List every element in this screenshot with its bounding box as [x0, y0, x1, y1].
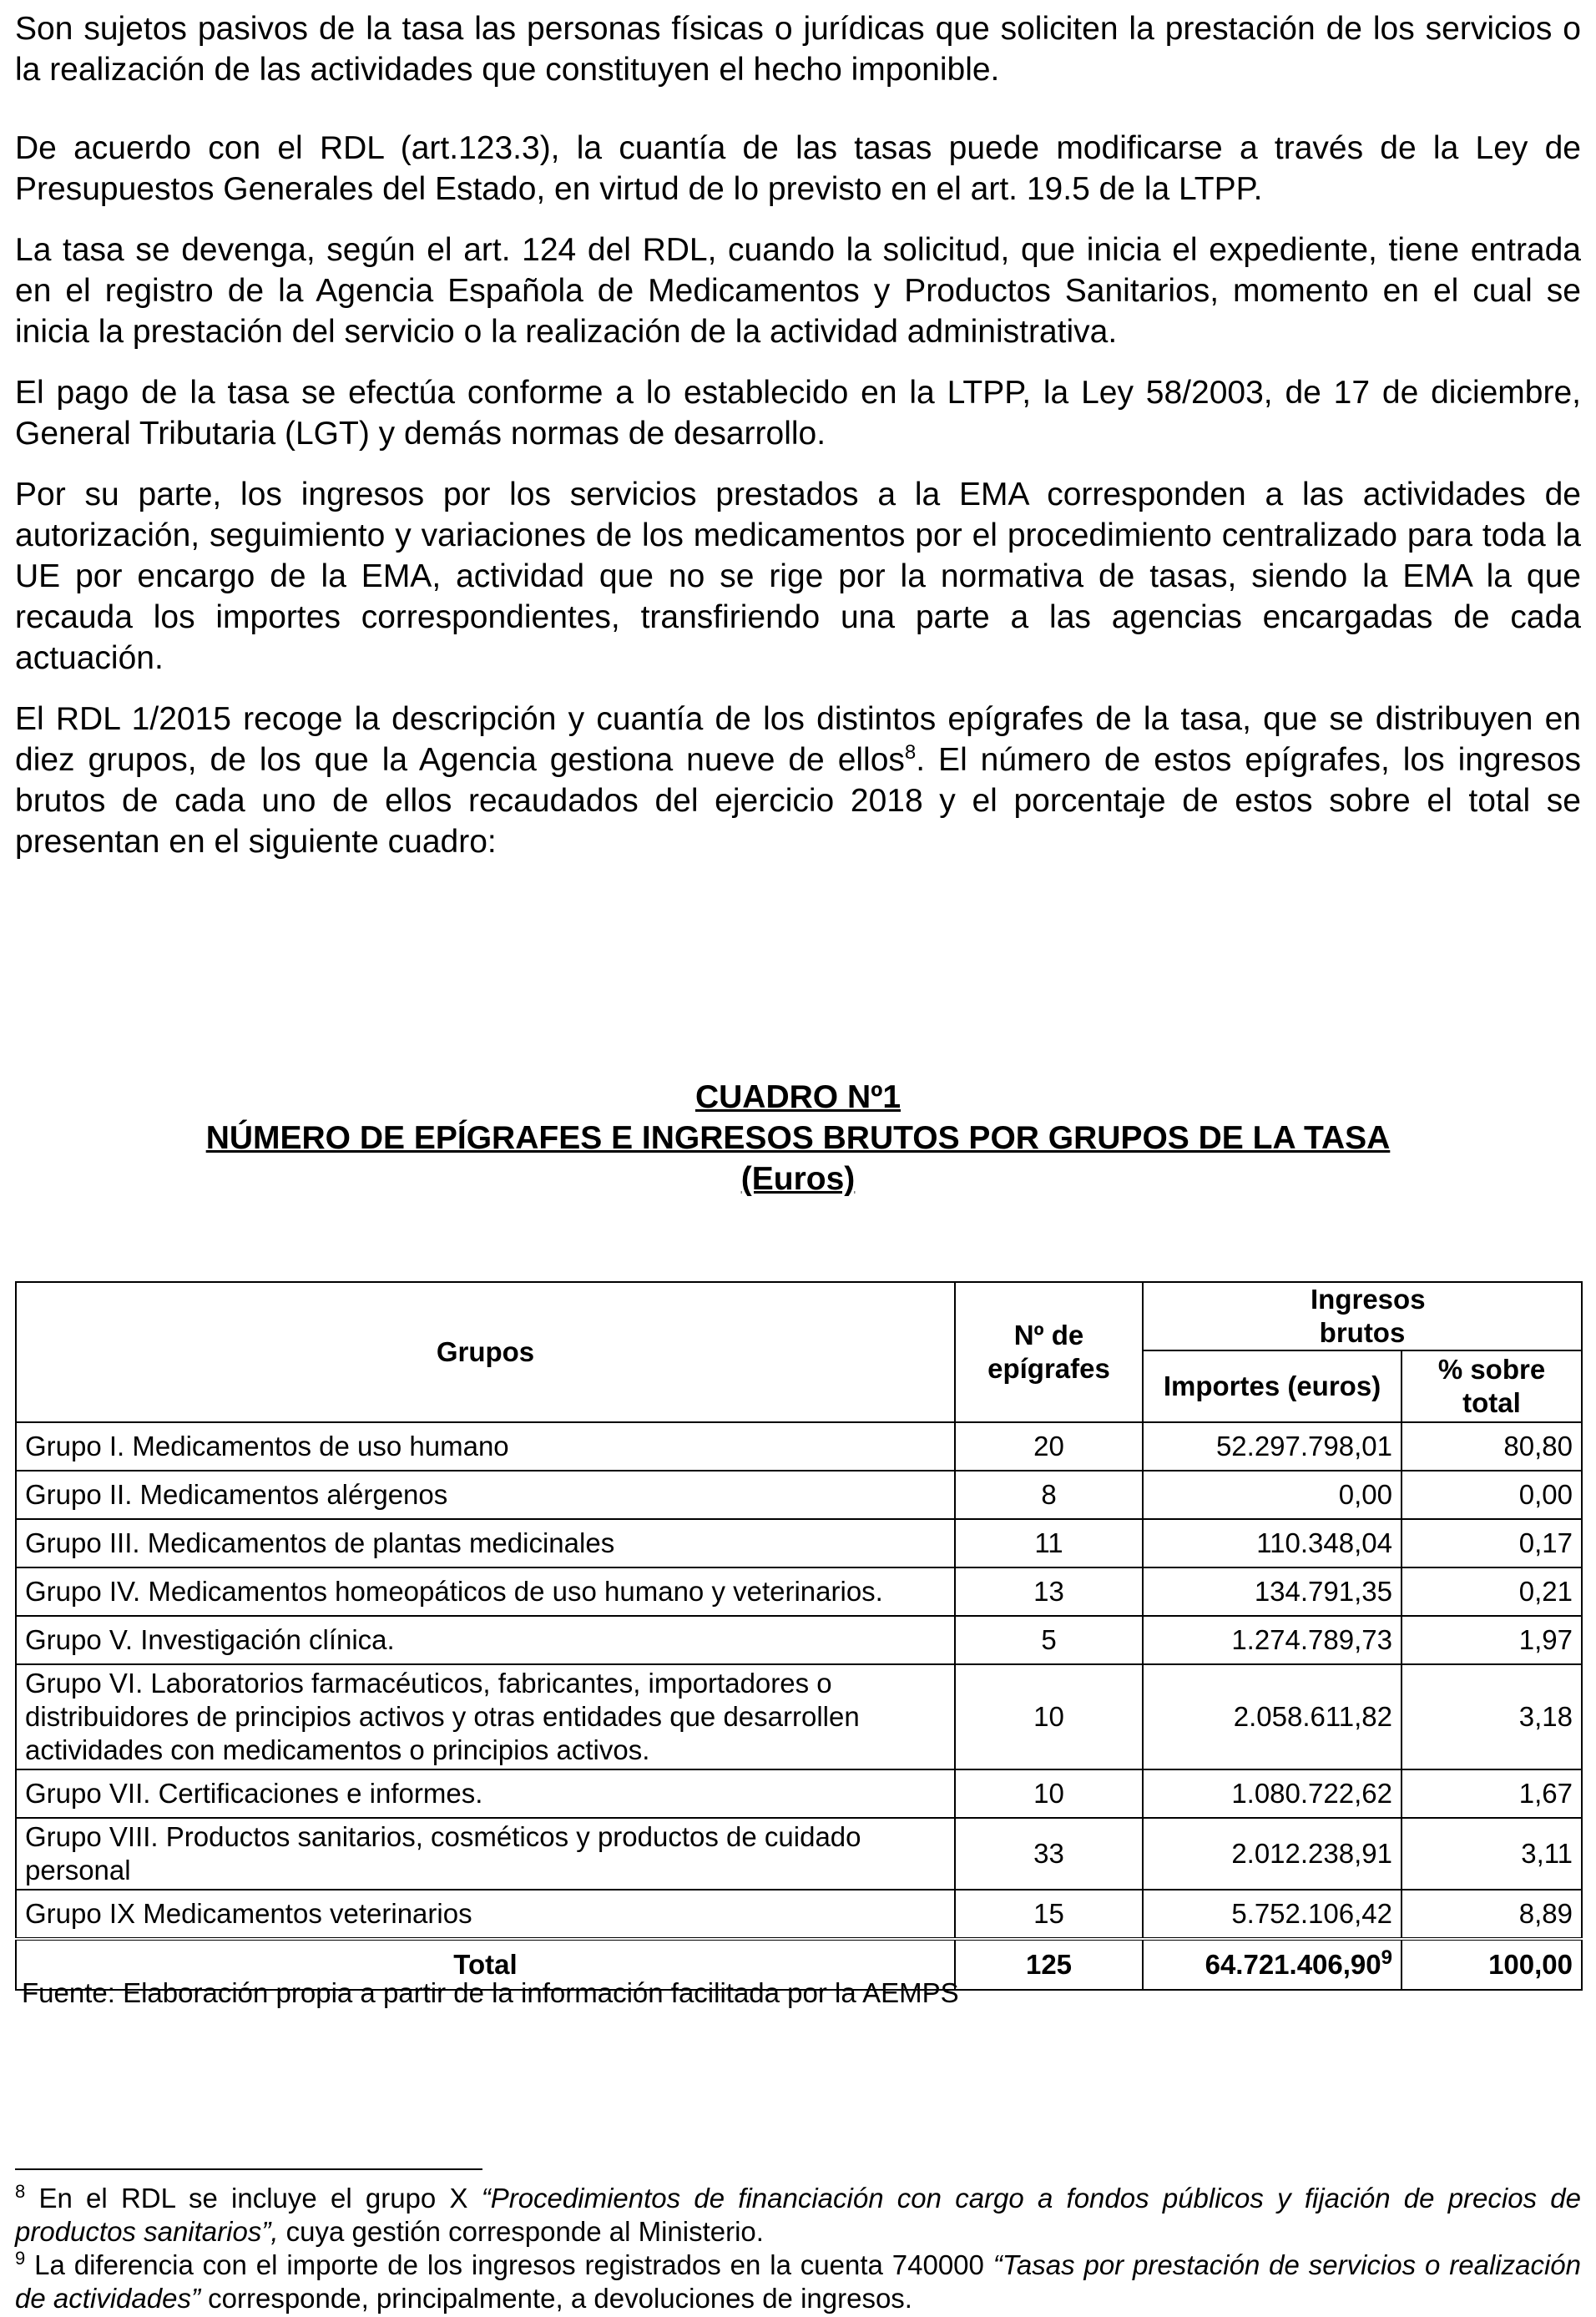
footnotes	[15, 2182, 1581, 2315]
paragraph-rdl-part1: El RDL 1/2015 recoge la descripción y cuantía de los distintos epígrafes de la tasa, que se distribuyen en diez grupos, de los que la Agencia gestiona nueve de ellos	[15, 701, 1581, 778]
footnote-9	[15, 2249, 1581, 2315]
cell-grupo: Grupo I. Medicamentos de uso humano	[16, 1422, 955, 1471]
cell-importe: 52.297.798,01	[1143, 1422, 1402, 1471]
total-label: Total	[16, 1939, 955, 1990]
table-row	[16, 1567, 1582, 1616]
ingresos-table	[15, 1281, 1583, 1991]
paragraph-cuantia: De acuerdo con el RDL (art.123.3), la cuantía de las tasas puede modificarse a través de la Ley de Presupuestos Generales del Estado, en virtud de lo previsto en el art. 19.5 de la LTPP.	[15, 130, 1581, 207]
total-epigrafes: 125	[955, 1939, 1143, 1990]
cell-epigrafes: 8	[955, 1471, 1143, 1519]
table-row	[16, 1890, 1582, 1939]
cell-importe: 1.080.722,62	[1143, 1769, 1402, 1818]
table-source: Fuente: Elaboración propia a partir de la información facilitada por la AEMPS	[22, 1977, 959, 2008]
cell-epigrafes: 10	[955, 1769, 1143, 1818]
cell-porcentaje: 1,67	[1402, 1769, 1582, 1818]
table-row	[16, 1616, 1582, 1664]
total-importe: 64.721.406,90	[1205, 1949, 1381, 1980]
cell-epigrafes: 11	[955, 1519, 1143, 1567]
paragraph-devengo: La tasa se devenga, según el art. 124 del RDL, cuando la solicitud, que inicia el expediente, tiene entrada en el registro de la Agencia Española de Medicamentos y Productos Sanitarios, momento en el cual se inicia la prestación del servicio o la realización de la actividad administrativa.	[15, 232, 1581, 350]
footnote-9-text-b: corresponde, principalmente, a devoluciones de ingresos.	[200, 2283, 912, 2314]
header-porcentaje: % sobre total	[1402, 1350, 1582, 1422]
footnote-ref-8[interactable]: 8	[904, 741, 917, 764]
paragraph-ema: Por su parte, los ingresos por los servicios prestados a la EMA corresponden a las actividades de autorización, seguimiento y variaciones de los medicamentos por el procedimiento centralizado para toda la UE por encargo de la EMA, actividad que no se rige por la normativa de tasas, siendo la EMA la que recauda los importes correspondientes, transfiriendo una parte a las agencias encargadas de cada actuación.	[15, 477, 1581, 676]
header-grupos: Grupos	[16, 1282, 955, 1422]
cell-grupo: Grupo VII. Certificaciones e informes.	[16, 1769, 955, 1818]
footnote-8-text-b: cuya gestión corresponde al Ministerio.	[278, 2216, 764, 2247]
footnote-ref-9[interactable]: 9	[1381, 1946, 1392, 1969]
table-row	[16, 1519, 1582, 1567]
cell-grupo: Grupo V. Investigación clínica.	[16, 1616, 955, 1664]
footnote-9-text-a: La diferencia con el importe de los ingresos registrados en la cuenta 740000	[25, 2249, 993, 2280]
footnote-divider	[15, 2168, 482, 2170]
table-row	[16, 1769, 1582, 1818]
cell-importe: 1.274.789,73	[1143, 1616, 1402, 1664]
cell-importe: 0,00	[1143, 1471, 1402, 1519]
table-row	[16, 1664, 1582, 1769]
cell-importe: 2.012.238,91	[1143, 1818, 1402, 1890]
total-porcentaje: 100,00	[1402, 1939, 1582, 1990]
total-importe-cell	[1143, 1939, 1402, 1990]
cell-porcentaje: 0,17	[1402, 1519, 1582, 1567]
header-importes: Importes (euros)	[1143, 1350, 1402, 1422]
header-epigrafes: Nº de epígrafes	[955, 1282, 1143, 1422]
paragraph-rdl	[15, 699, 1581, 862]
cell-grupo: Grupo III. Medicamentos de plantas medicinales	[16, 1519, 955, 1567]
cell-epigrafes: 10	[955, 1664, 1143, 1769]
cell-epigrafes: 13	[955, 1567, 1143, 1616]
cell-importe: 2.058.611,82	[1143, 1664, 1402, 1769]
footnote-9-number: 9	[15, 2248, 26, 2269]
cell-porcentaje: 0,21	[1402, 1567, 1582, 1616]
header-ingresos-brutos: Ingresos brutos	[1143, 1282, 1582, 1350]
cell-porcentaje: 3,11	[1402, 1818, 1582, 1890]
cell-porcentaje: 1,97	[1402, 1616, 1582, 1664]
document-page	[15, 0, 1582, 2314]
cell-epigrafes: 5	[955, 1616, 1143, 1664]
footnote-8-italic: “Procedimientos de financiación con cargo a fondos públicos y fijación de precios de productos sanitarios”,	[15, 2183, 1582, 2247]
cell-porcentaje: 80,80	[1402, 1422, 1582, 1471]
table-title-description: NÚMERO DE EPÍGRAFES E INGRESOS BRUTOS POR GRUPOS DE LA TASA	[205, 1120, 1391, 1156]
paragraph-rdl-part2: . El número de estos epígrafes, los ingresos brutos de cada uno de ellos recaudados del ejercicio 2018 y el porcentaje de estos sobre el total se presentan en el siguiente cuadro:	[15, 742, 1581, 860]
cell-grupo: Grupo IV. Medicamentos homeopáticos de uso humano y veterinarios.	[16, 1567, 955, 1616]
cell-porcentaje: 3,18	[1402, 1664, 1582, 1769]
cell-porcentaje: 8,89	[1402, 1890, 1582, 1939]
cell-importe: 5.752.106,42	[1143, 1890, 1402, 1939]
cell-porcentaje: 0,00	[1402, 1471, 1582, 1519]
cell-importe: 110.348,04	[1143, 1519, 1402, 1567]
footnote-8	[15, 2182, 1581, 2249]
cell-epigrafes: 33	[955, 1818, 1143, 1890]
table-row	[16, 1471, 1582, 1519]
table-row	[16, 1818, 1582, 1890]
cell-grupo: Grupo IX Medicamentos veterinarios	[16, 1890, 955, 1939]
cell-grupo: Grupo VI. Laboratorios farmacéuticos, fabricantes, importadores o distribuidores de principios activos y otras entidades que desarrollen actividades con medicamentos o principios activos.	[16, 1664, 955, 1769]
paragraph-pago: El pago de la tasa se efectúa conforme a lo establecido en la LTPP, la Ley 58/2003, de 17 de diciembre, General Tributaria (LGT) y demás normas de desarrollo.	[15, 375, 1581, 452]
cell-importe: 134.791,35	[1143, 1567, 1402, 1616]
cell-grupo: Grupo II. Medicamentos alérgenos	[16, 1471, 955, 1519]
cell-grupo: Grupo VIII. Productos sanitarios, cosméticos y productos de cuidado personal	[16, 1818, 955, 1890]
table-title-number: CUADRO Nº1	[694, 1079, 902, 1115]
footnote-9-italic: “Tasas por prestación de servicios o realización de actividades”	[15, 2249, 1581, 2314]
table-body	[16, 1422, 1582, 1939]
footnote-8-text-a: En el RDL se incluye el grupo X	[25, 2183, 482, 2214]
cell-epigrafes: 20	[955, 1422, 1143, 1471]
table-title-units: (Euros)	[740, 1161, 856, 1197]
footnote-8-number: 8	[15, 2181, 26, 2202]
cell-epigrafes: 15	[955, 1890, 1143, 1939]
paragraph-sujetos-pasivos: Son sujetos pasivos de la tasa las personas físicas o jurídicas que soliciten la prestación de los servicios o la realización de las actividades que constituyen el hecho imponible.	[15, 11, 1581, 88]
table-row	[16, 1422, 1582, 1471]
table-title	[15, 1077, 1581, 1199]
